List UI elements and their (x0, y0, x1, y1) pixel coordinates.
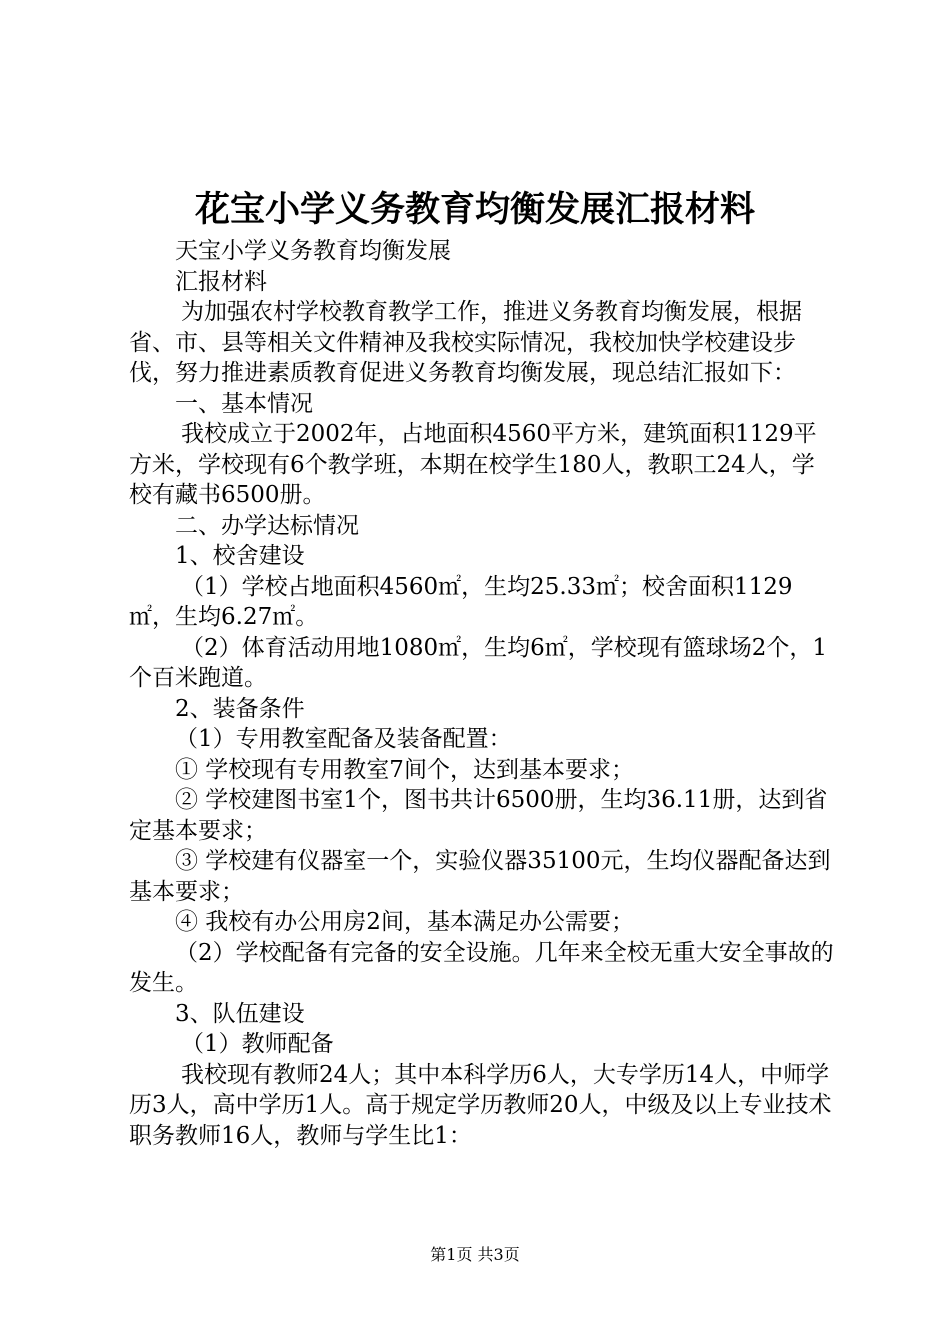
equipment-subitem-1: ① 学校现有专用教室7间个，达到基本要求； (175, 756, 634, 783)
section-heading-basic: 一、基本情况 (175, 390, 313, 417)
subsection-buildings: 1、校舍建设 (175, 543, 305, 569)
equipment-item-2: （2）学校配备有完备的安全设施。几年来全校无重大安全事故的发生。 (129, 939, 834, 996)
page-number-footer: 第1页 共3页 (430, 1245, 520, 1264)
buildings-item-2: （2）体育活动用地1080㎡，生均6㎡，学校现有篮球场2个，1个百米跑道。 (129, 634, 828, 691)
staff-paragraph: 我校现有教师24人；其中本科学历6人，大专学历14人，中师学历3人，高中学历1人。高于规定学历教师20人，中级及以上专业技术职务教师16人，教师与学生比1： (129, 1061, 832, 1149)
subsection-staff: 3、队伍建设 (175, 1000, 305, 1027)
buildings-item-1: （1）学校占地面积4560㎡，生均25.33㎡；校舍面积1129㎡，生均6.27㎡。 (129, 573, 793, 630)
subsection-equipment: 2、装备条件 (175, 695, 305, 722)
document-title: 花宝小学义务教育均衡发展汇报材料 (194, 189, 755, 230)
equipment-item-1: （1）专用教室配备及装备配置： (175, 726, 512, 752)
equipment-subitem-4: ④ 我校有办公用房2间，基本满足办公需要； (175, 909, 634, 935)
equipment-subitem-3: ③ 学校建有仪器室一个，实验仪器35100元，生均仪器配备达到基本要求； (129, 848, 831, 905)
document-body (129, 236, 834, 1151)
intro-paragraph: 为加强农村学校教育教学工作，推进义务教育均衡发展，根据省、市、县等相关文件精神及我校实际情况，我校加快学校建设步伐，努力推进素质教育促进义务教育均衡发展，现总结汇报如下： (129, 299, 802, 386)
section-heading-standards: 二、办学达标情况 (175, 512, 359, 539)
staff-item-1: （1）教师配备 (181, 1031, 334, 1057)
subtitle-line-1: 天宝小学义务教育均衡发展 (175, 238, 451, 264)
equipment-subitem-2: ② 学校建图书室1个，图书共计6500册，生均36.11册，达到省定基本要求； (129, 787, 828, 844)
basic-info-paragraph: 我校成立于2002年，占地面积4560平方米，建筑面积1129平方米，学校现有6个教学班，本期在校学生180人，教职工24人，学校有藏书6500册。 (129, 421, 817, 508)
subtitle-line-2: 汇报材料 (175, 268, 267, 295)
